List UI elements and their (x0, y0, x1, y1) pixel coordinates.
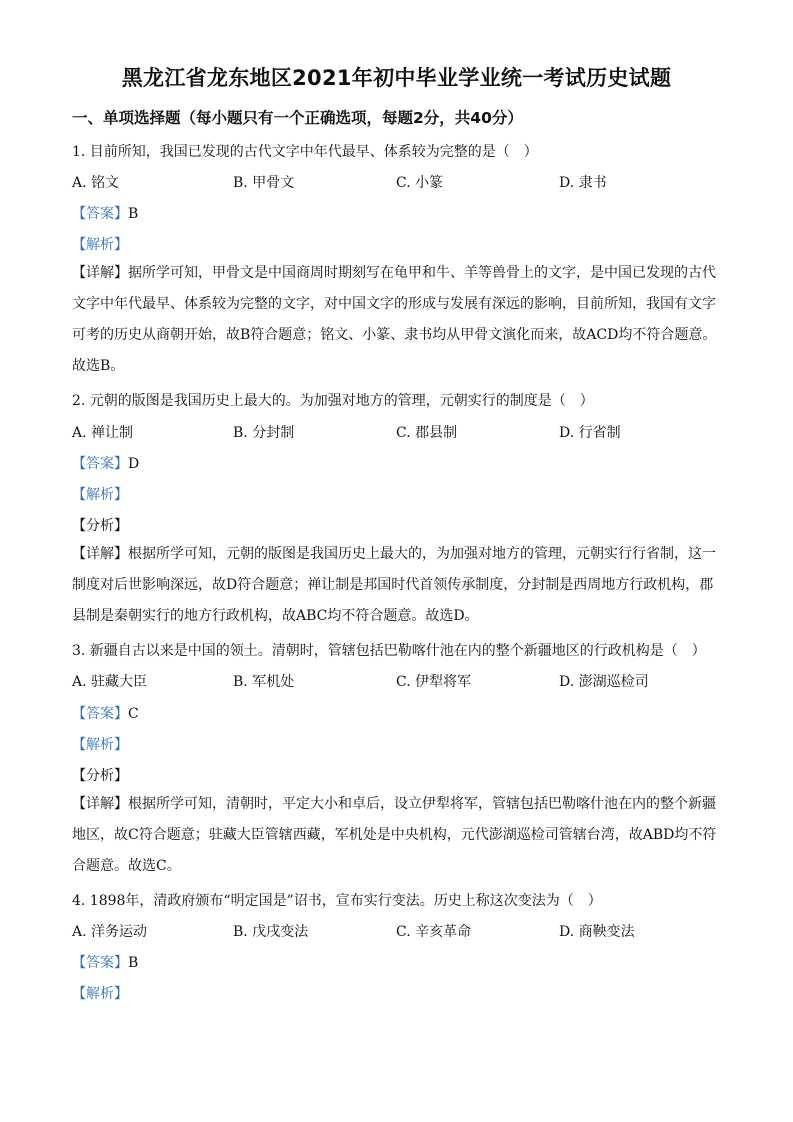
question-2-fenxi-label: 【分析】 (72, 518, 128, 534)
question-4-answer: 【答案】B (72, 955, 139, 971)
question-2-option-c: C. 郡县制 (396, 425, 458, 441)
question-3-stem: 3. 新疆自古以来是中国的领土。清朝时，管辖包括巴勒喀什池在内的整个新疆地区的行政机构是（ ） (72, 643, 706, 659)
question-3-answer: 【答案】C (72, 706, 139, 722)
question-3-option-a: A. 驻藏大臣 (72, 674, 148, 690)
question-1-detail: 【详解】据所学可知，甲骨文是中国商周时期刻写在龟甲和牛、羊等兽骨上的文字，是中国已发现的古代 文字中年代最早、体系较为完整的文字，对中国文字的形成与发展有深远的影响，目前所知，我国有文字 可考的历史从商朝开始，故B符合题意；铭文、小篆、隶书均从甲骨文演化而来，故ACD均不符合题意。 故选B。 (72, 265, 717, 374)
answer-value: B (128, 206, 139, 222)
question-2-option-d: D. 行省制 (559, 425, 621, 441)
question-3-fenxi-label: 【分析】 (72, 768, 128, 784)
question-4-option-c: C. 辛亥革命 (396, 924, 472, 940)
question-1-analysis-label: 【解析】 (72, 237, 128, 253)
question-1-option-d: D. 隶书 (559, 175, 607, 191)
question-1-stem: 1. 目前所知，我国已发现的古代文字中年代最早、体系较为完整的是（ ） (72, 144, 538, 160)
question-3-option-b: B. 军机处 (233, 674, 295, 690)
section-heading: 一、单项选择题（每小题只有一个正确选项，每题2分，共40分） (72, 109, 523, 127)
question-4-option-a: A. 洋务运动 (72, 924, 148, 940)
question-4-stem: 4. 1898年，清政府颁布“明定国是”诏书，宣布实行变法。历史上称这次变法为（ ） (72, 893, 602, 909)
question-2-answer: 【答案】D (72, 456, 140, 472)
question-2-option-a: A. 禅让制 (72, 425, 134, 441)
question-1-option-c: C. 小篆 (396, 175, 444, 191)
question-3-option-c: C. 伊犁将军 (396, 674, 472, 690)
question-3-option-d: D. 澎湖巡检司 (559, 674, 649, 690)
question-2-option-b: B. 分封制 (233, 425, 295, 441)
question-2-detail: 【详解】根据所学可知，元朝的版图是我国历史上最大的，为加强对地方的管理，元朝实行行省制，这一 制度对后世影响深远，故D符合题意；禅让制是邦国时代首领传承制度，分封制是西周地方行政机构，郡 县制是秦朝实行的地方行政机构，故ABC均不符合题意。故选D。 (72, 546, 716, 624)
question-2-analysis-label: 【解析】 (72, 487, 128, 503)
question-1-answer (72, 203, 138, 223)
question-1-option-b: B. 甲骨文 (233, 175, 295, 191)
question-3-detail: 【详解】根据所学可知，清朝时，平定大小和卓后，设立伊犁将军，管辖包括巴勒喀什池在内的整个新疆 地区，故C符合题意；驻藏大臣管辖西藏，军机处是中央机构，元代澎湖巡检司管辖台湾，故ABD均不符 合题意。故选C。 (72, 796, 717, 874)
question-4-analysis-label: 【解析】 (72, 986, 128, 1002)
question-1-option-a: A. 铭文 (72, 175, 120, 191)
document-title: 黑龙江省龙东地区2021年初中毕业学业统一考试历史试题 (121, 66, 672, 90)
question-2-stem: 2. 元朝的版图是我国历史上最大的。为加强对地方的管理，元朝实行的制度是（ ） (72, 393, 594, 409)
detail-label: 【详解】 (72, 265, 128, 281)
question-4-option-b: B. 戊戌变法 (233, 924, 309, 940)
answer-label: 【答案】 (72, 206, 128, 222)
question-3-analysis-label: 【解析】 (72, 737, 128, 753)
question-4-option-d: D. 商鞅变法 (559, 924, 635, 940)
